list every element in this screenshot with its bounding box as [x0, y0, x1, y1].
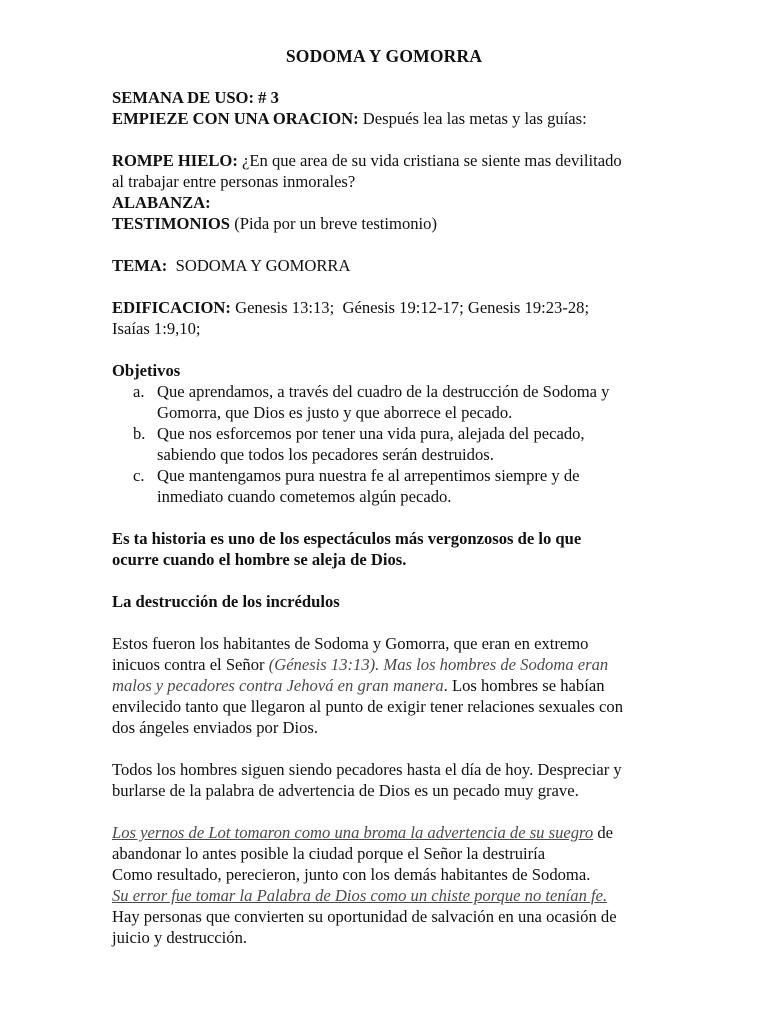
- list-item-line: Que aprendamos, a través del cuadro de la destrucción de Sodoma y: [157, 382, 610, 401]
- underlined-quote: Su error fue tomar la Palabra de Dios como un chiste porque no tenían fe.: [112, 886, 608, 905]
- empiece-label: EMPIEZE CON UNA ORACION:: [112, 109, 359, 128]
- objetivos-list: [112, 381, 656, 507]
- list-item-line: inmediato cuando cometemos algún pecado.: [157, 487, 452, 506]
- testimonios-text: (Pida por un breve testimonio): [230, 214, 437, 233]
- historia-text-2: ocurre cuando el hombre se aleja de Dios.: [112, 550, 407, 569]
- list-item-line: Que nos esforcemos por tener una vida pura, alejada del pecado,: [157, 424, 585, 443]
- tema-text: SODOMA Y GOMORRA: [167, 256, 351, 275]
- parrafo3-line6: juicio y destrucción.: [112, 928, 248, 947]
- parrafo1-line5: dos ángeles enviados por Dios.: [112, 718, 319, 737]
- list-item-line: Que mantengamos pura nuestra fe al arrepentimos siempre y de: [157, 466, 580, 485]
- list-marker: c.: [133, 466, 145, 485]
- objetivos-heading: Objetivos: [112, 361, 181, 380]
- list-marker: b.: [133, 424, 146, 443]
- edificacion-label: EDIFICACION:: [112, 298, 231, 317]
- rompe-hielo-line: [112, 150, 656, 171]
- list-item: [112, 423, 656, 465]
- empiece-line: [112, 108, 656, 129]
- parrafo3-line1: [112, 822, 656, 843]
- edificacion-text-1: Genesis 13:13; Génesis 19:12-17; Genesis 19:23-28;: [230, 298, 590, 317]
- tema-label: TEMA:: [112, 256, 168, 275]
- testimonios-line: [112, 213, 656, 234]
- empiece-text: Después lea las metas y las guías:: [358, 109, 587, 128]
- parrafo3-line1-plain: de: [593, 823, 613, 842]
- edificacion-text-2: Isaías 1:9,10;: [112, 319, 201, 338]
- rompe-hielo-label: ROMPE HIELO:: [112, 151, 238, 170]
- historia-text-1: Es ta historia es uno de los espectáculos más vergonzosos de lo que: [112, 529, 582, 548]
- list-item: [112, 465, 656, 507]
- scripture-quote: (Génesis 13:13). Mas los hombres de Sodoma eran: [268, 655, 609, 674]
- parrafo1-line1: Estos fueron los habitantes de Sodoma y Gomorra, que eran en extremo: [112, 634, 589, 653]
- edificacion-line: [112, 297, 656, 318]
- semana-value: # 3: [258, 88, 279, 107]
- testimonios-label: TESTIMONIOS: [112, 214, 231, 233]
- parrafo1-line2-plain: inicuos contra el Señor: [112, 655, 269, 674]
- underlined-quote: Los yernos de Lot tomaron como una broma la advertencia de su suegro: [112, 823, 594, 842]
- semana-line: [112, 87, 656, 108]
- parrafo3-line3: Como resultado, perecieron, junto con los demás habitantes de Sodoma.: [112, 865, 591, 884]
- list-marker: a.: [133, 382, 145, 401]
- rompe-hielo-text-2: al trabajar entre personas inmorales?: [112, 172, 356, 191]
- parrafo1-line2: [112, 654, 656, 675]
- parrafo1-line3-plain: . Los hombres se habían: [443, 676, 605, 695]
- tema-line: [112, 255, 656, 276]
- parrafo1-line3: [112, 675, 656, 696]
- rompe-hielo-text-1: ¿En que area de su vida cristiana se siente mas devilitado: [237, 151, 622, 170]
- alabanza-label: ALABANZA:: [112, 193, 211, 212]
- scripture-quote: malos y pecadores contra Jehová en gran manera: [112, 676, 444, 695]
- destruccion-heading: La destrucción de los incrédulos: [112, 592, 340, 611]
- parrafo3-line5: Hay personas que convierten su oportunidad de salvación en una ocasión de: [112, 907, 617, 926]
- parrafo2-line2: burlarse de la palabra de advertencia de Dios es un pecado muy grave.: [112, 781, 579, 800]
- parrafo3-line2: abandonar lo antes posible la ciudad porque el Señor la destruiría: [112, 844, 546, 863]
- parrafo1-line4: envilecido tanto que llegaron al punto de exigir tener relaciones sexuales con: [112, 697, 623, 716]
- semana-label: SEMANA DE USO:: [112, 88, 259, 107]
- list-item-line: sabiendo que todos los pecadores serán destruidos.: [157, 445, 494, 464]
- list-item-line: Gomorra, que Dios es justo y que aborrece el pecado.: [157, 403, 513, 422]
- document-title: SODOMA Y GOMORRA: [285, 46, 483, 66]
- list-item: [112, 381, 656, 423]
- parrafo2-line1: Todos los hombres siguen siendo pecadores hasta el día de hoy. Despreciar y: [112, 760, 622, 779]
